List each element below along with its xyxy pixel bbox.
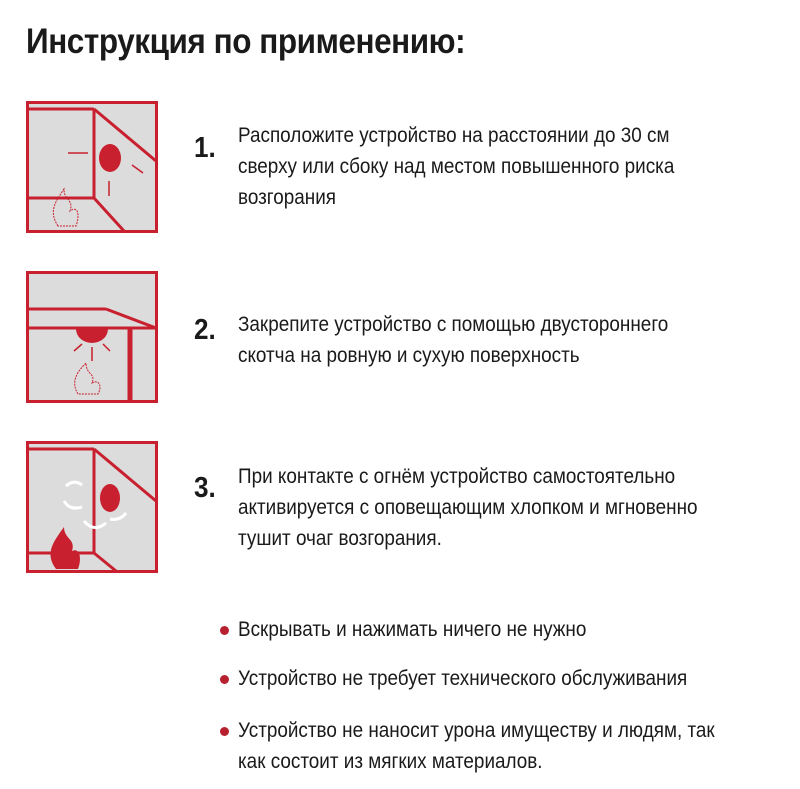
- step-number: 1.: [194, 132, 216, 164]
- step-text: [238, 309, 778, 371]
- illustration-activation: [26, 441, 158, 573]
- step-text: [238, 461, 778, 554]
- bullet-dot-icon: [220, 727, 229, 736]
- device-icon: [100, 484, 120, 512]
- step-text-line: скотча на ровную и сухую поверхность: [238, 344, 580, 367]
- step-text-line: тушит очаг возгорания.: [238, 527, 442, 550]
- illustration-wall-placement: [26, 101, 158, 233]
- bullet-text: Устройство не наносит урона имуществу и людям, так: [238, 719, 715, 742]
- step-text-line: активируется с оповещающим хлопком и мгновенно: [238, 496, 698, 519]
- bullet-text: Вскрывать и нажимать ничего не нужно: [238, 618, 587, 641]
- step-text-line: При контакте с огнём устройство самостоятельно: [238, 465, 676, 488]
- step-text-line: возгорания: [238, 186, 337, 209]
- bullet-text: как состоит из мягких материалов.: [238, 750, 543, 773]
- step-text: [238, 120, 778, 213]
- step-text-line: сверху или сбоку над местом повышенного риска: [238, 155, 675, 178]
- step-number: 2.: [194, 314, 216, 346]
- bullet-dot-icon: [220, 626, 229, 635]
- step-text-line: Закрепите устройство с помощью двустороннего: [238, 313, 669, 336]
- page-title: Инструкция по применению:: [26, 22, 466, 61]
- step-text-line: Расположите устройство на расстоянии до 30 см: [238, 124, 670, 147]
- device-icon: [99, 144, 121, 172]
- step-number: 3.: [194, 472, 216, 504]
- illustration-ceiling-placement: [26, 271, 158, 403]
- bullet-dot-icon: [220, 675, 229, 684]
- bullet-text: Устройство не требует технического обслуживания: [238, 667, 688, 690]
